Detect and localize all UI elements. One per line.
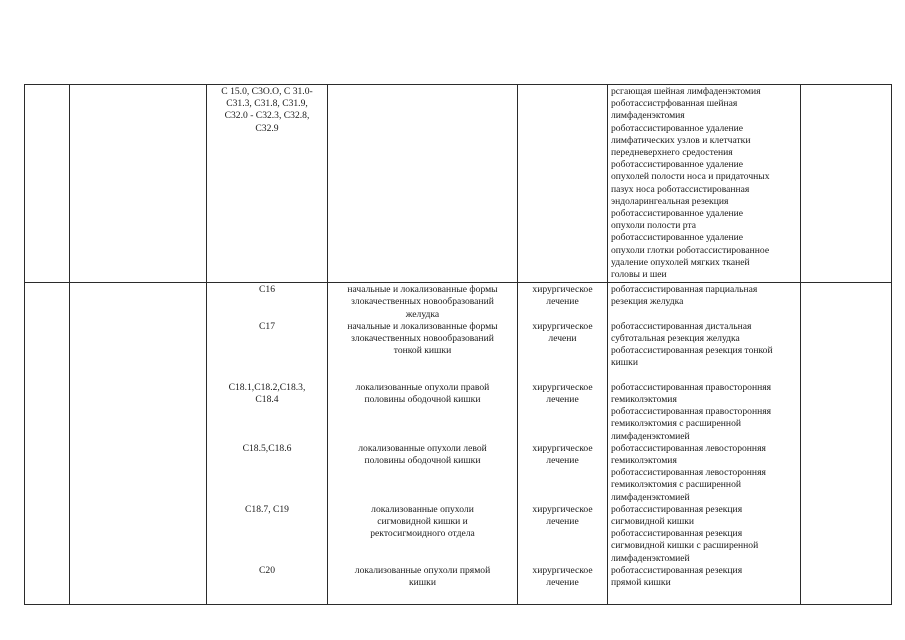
col-name-cell bbox=[70, 85, 207, 283]
treatment-type-line: лечение bbox=[546, 394, 579, 406]
extra-cell bbox=[801, 283, 892, 605]
icd-codes bbox=[207, 283, 327, 590]
diagnosis-line: локализованные опухоли левой bbox=[358, 442, 487, 454]
diagnosis-line: желудка bbox=[405, 308, 440, 320]
group-block bbox=[331, 382, 514, 443]
method-cell bbox=[518, 283, 608, 605]
icd-code-line: С18.4 bbox=[255, 394, 279, 406]
group-block bbox=[210, 382, 324, 443]
group-block bbox=[331, 284, 514, 321]
group-block bbox=[331, 565, 514, 589]
icd-code-cell bbox=[207, 85, 328, 283]
table-row bbox=[25, 85, 892, 283]
treatment-line: лимфаденэктомией bbox=[611, 491, 690, 503]
group-block bbox=[611, 565, 797, 589]
treatment-line: сигмовидной кишки с расширенной bbox=[611, 540, 759, 552]
diagnosis-line: половины ободочной кишки bbox=[364, 394, 481, 406]
table-row bbox=[25, 283, 892, 605]
diagnosis-line: локализованные опухоли bbox=[371, 503, 474, 515]
treatment-type-line: хирургическое bbox=[532, 564, 593, 576]
treatment-type-line: хирургическое bbox=[532, 284, 593, 296]
treatment-line: роботассистированная левосторонняя bbox=[611, 467, 766, 479]
group-block bbox=[521, 321, 604, 382]
treatment-line: роботассистрфованная шейная bbox=[611, 98, 738, 110]
extra-cell bbox=[801, 85, 892, 283]
treatment-line: роботассистированная дистальная bbox=[611, 320, 752, 332]
treatment-line: роботассистированная правосторонняя bbox=[611, 406, 772, 418]
treatment-line: роботассистированная левосторонняя bbox=[611, 442, 766, 454]
group-block bbox=[611, 284, 797, 321]
icd-code-line: С16 bbox=[259, 284, 275, 296]
treatment-line: гемиколэктомия bbox=[611, 394, 677, 406]
group-block bbox=[331, 443, 514, 504]
treatment-line: опухоли глотки роботассистированное bbox=[611, 244, 770, 256]
icd-code-cell bbox=[207, 283, 328, 605]
diagnosis-cell bbox=[328, 283, 518, 605]
col-number-cell bbox=[25, 85, 70, 283]
treatment-line: роботассистированная парциальная bbox=[611, 284, 758, 296]
treatment-line: опухоли полости рта bbox=[611, 220, 696, 232]
method-cell bbox=[518, 85, 608, 283]
icd-code-line: С18.1,С18.2,С18.3, bbox=[228, 381, 306, 393]
group-block bbox=[611, 443, 797, 504]
group-block bbox=[210, 443, 324, 504]
diagnosis-line: половины ободочной кишки bbox=[364, 455, 481, 467]
treatment-cell bbox=[608, 283, 801, 605]
treatment-line: прямой кишки bbox=[611, 577, 671, 589]
icd-code-line: С18.7, С19 bbox=[245, 503, 289, 515]
diagnosis-cell bbox=[328, 85, 518, 283]
diagnosis-line: кишки bbox=[409, 577, 436, 589]
treatment-line: лимфаденэктомией bbox=[611, 430, 690, 442]
group-block bbox=[210, 321, 324, 382]
icd-code-line: С 15.0, С3О.О, С 31.0- bbox=[221, 86, 313, 97]
treatment-type-line: хирургическое bbox=[532, 381, 593, 393]
diagnosis-line: начальные и локализованные формы bbox=[347, 284, 498, 296]
treatment-line: эндоларингеальная резекция bbox=[611, 195, 729, 207]
treatment-line: роботассистированная резекция bbox=[611, 528, 743, 540]
treatment-line: сигмовидной кишки bbox=[611, 516, 695, 528]
group-block bbox=[521, 382, 604, 443]
group-block bbox=[210, 565, 324, 589]
treatment-types bbox=[518, 283, 607, 590]
treatment-methods bbox=[608, 85, 800, 282]
group-block bbox=[331, 321, 514, 382]
treatment-line: роботассистированная резекция bbox=[611, 564, 743, 576]
treatment-cell bbox=[608, 85, 801, 283]
group-block bbox=[210, 504, 324, 565]
icd-code-line: С17 bbox=[259, 320, 275, 332]
treatment-line: гемиколэктомия с расширенной bbox=[611, 418, 741, 430]
diagnosis-line: локализованные опухоли правой bbox=[355, 381, 490, 393]
diagnoses bbox=[328, 283, 517, 590]
icd-code-line: С32.9 bbox=[255, 122, 279, 134]
treatment-type-line: лечение bbox=[546, 577, 579, 589]
treatment-line: роботассистированное удаление bbox=[611, 159, 744, 171]
treatment-line: гемиколэктомия bbox=[611, 455, 677, 467]
icd-code-line: С18.5,С18.6 bbox=[242, 442, 292, 454]
col-number-cell bbox=[25, 283, 70, 605]
treatment-type-line: лечение bbox=[546, 296, 579, 308]
icd-code-line: С31.3, С31.8, С31.9, bbox=[226, 98, 308, 110]
diagnosis-line: начальные и локализованные формы bbox=[347, 320, 498, 332]
diagnosis-line: злокачественных новообразований bbox=[351, 296, 494, 308]
treatment-line: головы и шеи bbox=[611, 269, 667, 281]
treatment-line: роботассистированная резекция тонкой bbox=[611, 345, 773, 357]
diagnosis-line: злокачественных новообразований bbox=[351, 333, 494, 345]
treatment-line: роботассистированное удаление bbox=[611, 232, 744, 244]
treatment-line: удаление опухолей мягких тканей bbox=[611, 256, 750, 268]
diagnosis-line: сигмовидной кишки и bbox=[377, 516, 468, 528]
treatment-methods bbox=[608, 283, 800, 590]
icd-code-line: С20 bbox=[259, 564, 275, 576]
group-block bbox=[210, 284, 324, 321]
treatment-line: опухолей полости носа и придаточных bbox=[611, 171, 770, 183]
group-block bbox=[521, 504, 604, 565]
treatment-line: роботассистированная правосторонняя bbox=[611, 381, 772, 393]
treatment-type-line: лечени bbox=[548, 333, 577, 345]
group-block bbox=[521, 565, 604, 589]
icd-codes bbox=[207, 85, 327, 136]
treatment-line: передневерхнего средостения bbox=[611, 147, 733, 159]
treatment-line: лимфатических узлов и клетчатки bbox=[611, 134, 751, 146]
group-block bbox=[611, 504, 797, 565]
group-block bbox=[611, 382, 797, 443]
treatment-line: роботассистированное удаление bbox=[611, 208, 744, 220]
group-block bbox=[521, 443, 604, 504]
treatment-line: лимфаденэктомией bbox=[611, 552, 690, 564]
group-block bbox=[521, 284, 604, 321]
treatment-type-line: хирургическое bbox=[532, 503, 593, 515]
col-name-cell bbox=[70, 283, 207, 605]
group-block bbox=[331, 504, 514, 565]
treatment-line: лимфаденэктомия bbox=[611, 110, 685, 122]
treatment-line: рсгающая шейная лимфаденэктомия bbox=[611, 86, 761, 97]
diagnosis-line: локализованные опухоли прямой bbox=[354, 564, 491, 576]
treatment-line: пазух носа роботассистированная bbox=[611, 183, 750, 195]
treatment-type-line: хирургическое bbox=[532, 320, 593, 332]
treatment-line: кишки bbox=[611, 357, 638, 369]
treatment-type-line: лечение bbox=[546, 455, 579, 467]
diagnosis-line: ректосигмоидного отдела bbox=[370, 528, 475, 540]
treatment-type-line: лечение bbox=[546, 516, 579, 528]
treatment-line: гемиколэктомия с расширенной bbox=[611, 479, 741, 491]
diagnosis-line: тонкой кишки bbox=[393, 345, 452, 357]
group-block bbox=[611, 321, 797, 382]
icd-code-line: С32.0 - С32.3, С32.8, bbox=[224, 110, 310, 122]
treatment-type-line: хирургическое bbox=[532, 442, 593, 454]
medical-care-table bbox=[24, 84, 892, 605]
treatment-line: резекция желудка bbox=[611, 296, 684, 308]
treatment-line: субтотальная резекция желудка bbox=[611, 333, 740, 345]
treatment-line: роботассистированная резекция bbox=[611, 503, 743, 515]
treatment-line: роботассистированное удаление bbox=[611, 122, 744, 134]
